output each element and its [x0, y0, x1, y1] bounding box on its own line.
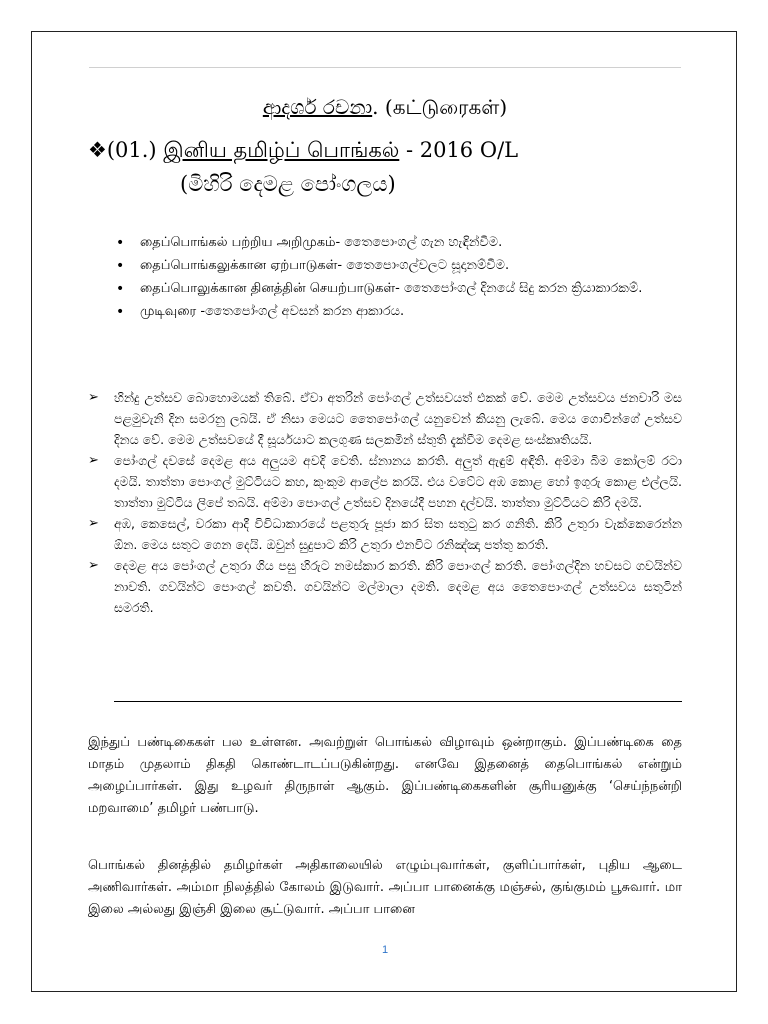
heading-topic: இனிய தமிழ்ப் பொங்கல்	[163, 138, 400, 162]
header-rule	[89, 67, 681, 68]
outline-item: • தைப்பொங்கல் பற்றிய அறிமுகம்- තෛපොංගල් ගැන හැඳින්වීම.	[114, 232, 684, 254]
outline-item: • தைப்பொங்கலுக்கான ஏற்பாடுகள்- තෛපොංගල්වලට සූදානම්වීම.	[114, 255, 684, 277]
outline-item: • தைப்பொலுக்கான தினத்தின் செயற்பாடுகள்- තෛපෝංගල් දිනයේ සිදු කරන ක්‍රියාකාරකම්.	[114, 278, 684, 300]
sinhala-point: ➢ අඹ, කෙසෙල්, වරකා ආදී විවිධාකාරයේ පළතුරු පූජා කර සිත සතුටු කර ගනිති. කිරි උතුරා වැක්කෙරෙන්න ඕන. මෙය සතුට ගෙන දෙයි. ඔවුන් සුදුපාට කිරි උතුරා එනවිට රනිඤ්ඤා පත්තු කරති.	[88, 513, 682, 555]
essay-heading	[88, 138, 518, 165]
page-number: 1	[381, 944, 389, 956]
outline-list	[114, 232, 684, 324]
title-tamil: . (கட்டுரைகள்)	[372, 95, 508, 119]
title-sinhala: ආදර්ශ රචනා	[262, 95, 373, 119]
tamil-paragraph: பொங்கல் தினத்தில் தமிழர்கள் அதிகாலையில் எழும்புவார்கள், குளிப்பார்கள், புதிய ஆடை அணிவார்கள். அம்மா நிலத்தில் கோலம் இடுவார். அப்பா பானைக்கு மஞ்சல், குங்குமம் பூசுவார். மா இலை அல்லது இஞ்சி இலை சூட்டுவார். அப்பா பானை	[88, 858, 682, 917]
sinhala-point: ➢ පෝංගල් දවසේ දෙමළ අය අලුයම අවදි වෙති. ස්නානය කරති. අලුත් ඇඳුම් අඳිති. අම්මා බිම කෝලම් රටා දමයි. තාත්තා පොංගල් මුට්ටියට කහ, කුංකුම ආලේප කරයි. එය වටේට අඹ කොළ හෝ ඉගුරු කොළ එල්ලයි. තාත්තා මුට්ටිය ලිපේ තබයි. අම්මා පොංගල් උත්සව දිනයේදී පහන දල්වයි. තාත්තා මුට්ටියට කිරි දමයි.	[88, 450, 682, 513]
document-title	[32, 95, 738, 122]
heading-subtitle: (මිහිරි දෙමළ පෝංගලය)	[180, 172, 396, 196]
tamil-paragraph: இந்துப் பண்டிகைகள் பல உள்ளன. அவற்றுள் பொங்கல் விழாவும் ஒன்றாகும். இப்பண்டிகை தை மாதம் முதலாம் திகதி கொண்டாடப்படுகின்றது. எனவே இதனைத் தைபொங்கல் என்றும் அழைப்பார்கள். இது உழவர் திருநாள் ஆகும். இப்பண்டிகைகளின் சூரியனுக்கு ‘செய்ந்நன்றி மறவாமை’ தமிழர் பண்பாடு.	[88, 735, 682, 816]
document-page	[31, 31, 737, 992]
section-divider	[114, 701, 682, 702]
outline-item: • முடிவுரை -තෛපෝංගල් අවසන් කරන ආකාරය.	[114, 301, 684, 323]
sinhala-point: ➢ දෙමළ අය පෝංගල් උතුරා ගිය පසු හිරුට නමස්කාර කරති. කිරි පොංගල් කරති. පෝංගල්දින හවසට ගවයින්ව නාවති. ගවයින්ට පොංගල් කවති. ගවයින්ට මල්මාලා දමති. දෙමළ අය තෛපොංගල් උත්සවය සතුටින් සමරති.	[88, 555, 682, 618]
sinhala-points-list	[88, 387, 682, 618]
heading-year: - 2016 O/L	[399, 138, 519, 162]
heading-number: ❖(01.)	[88, 138, 164, 162]
sinhala-point: ➢ හින්දු උත්සව බොහොමයක් තිබේ. ඒවා අතරින් පෝංගල් උත්සවයත් එකක් වේ. මෙම උත්සවය ජනවාරි මස පළමුවැනි දින සමරනු ලබයි. ඒ නිසා මෙයට තෛපෝංගල් යනුවෙන් කියනු ලැබේ. මෙය ගොවීන්ගේ උත්සව දිනය වේ. මෙම උත්සවයේ දී සූර්යයාට කලගුණ සලකමින් ස්තුති දැක්වීම දෙමළ සංස්කෘතියයි.	[88, 387, 682, 450]
